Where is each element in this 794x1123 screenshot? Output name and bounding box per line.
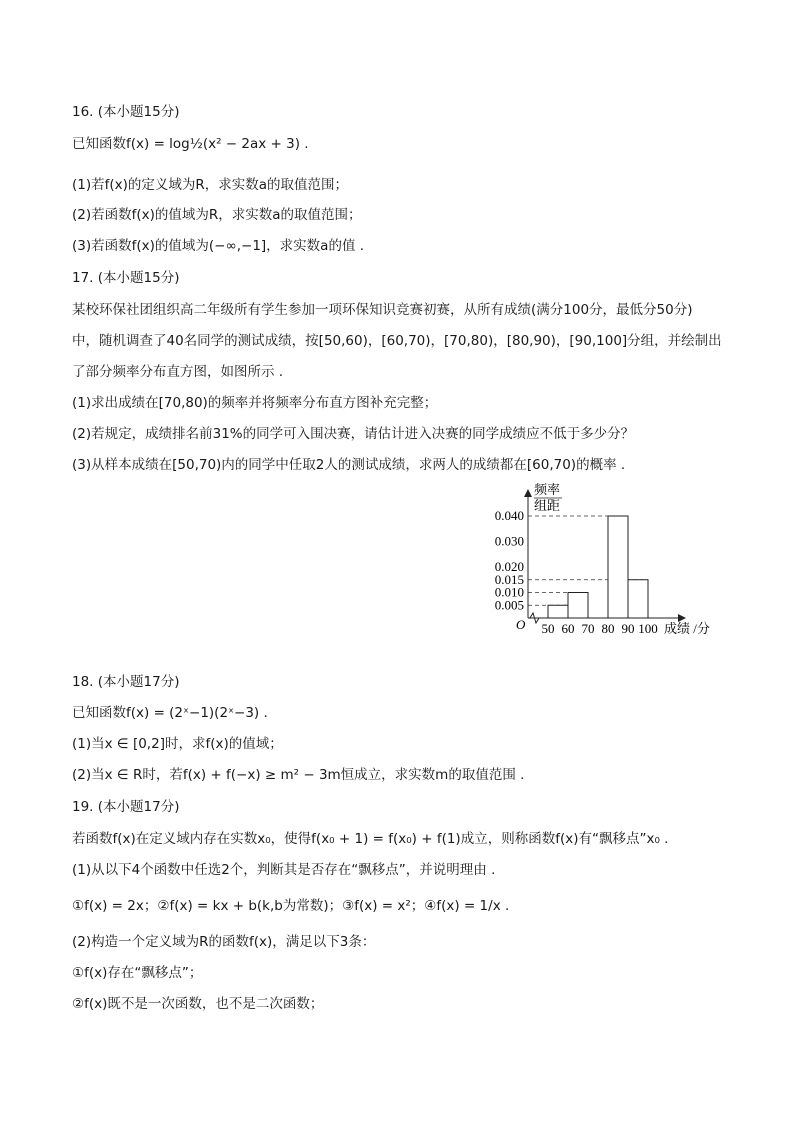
histogram-bar — [568, 593, 588, 619]
q19-condition2: ②f(x)既不是一次函数，也不是二次函数； — [72, 996, 324, 1012]
q18-header: 18. (本小题17分) — [72, 674, 180, 690]
origin-label: O — [516, 617, 526, 632]
x-tick-label: 100 — [638, 621, 658, 636]
y-tick-label: 0.040 — [494, 508, 524, 523]
q17-part3: (3)从样本成绩在[50,70)内的同学中任取2人的测试成绩，求两人的成绩都在[60,70)的概率 . — [72, 457, 626, 473]
histogram-svg — [480, 478, 730, 648]
y-tick-label: 0.015 — [494, 571, 524, 587]
y-tick-label: 0.020 — [494, 559, 524, 574]
frequency-histogram — [480, 478, 730, 648]
y-tick-label: 0.005 — [494, 597, 524, 613]
q19-part1: (1)从以下4个函数中任选2个，判断其是否存在“飘移点”，并说明理由 . — [72, 862, 496, 878]
histogram-bar — [628, 580, 648, 618]
q18-part2: (2)当x ∈ R时，若f(x) + f(−x) ≥ m² − 3m恒成立，求实数m的取值范围 . — [72, 767, 525, 783]
q17-part1: (1)求出成绩在[70,80)的频率并将频率分布直方图补充完整； — [72, 395, 438, 411]
q18-stem: 已知函数f(x) = (2ˣ−1)(2ˣ−3) . — [72, 705, 268, 721]
q19-header: 19. (本小题17分) — [72, 799, 180, 815]
y-axis-label-bottom: 组距 — [534, 498, 561, 513]
q18-part1: (1)当x ∈ [0,2]时，求f(x)的值域； — [72, 736, 283, 752]
histogram-bar — [548, 605, 568, 618]
q19-part2: (2)构造一个定义域为R的函数f(x)，满足以下3条： — [72, 934, 376, 950]
y-tick-label: 0.030 — [494, 533, 524, 549]
x-axis-label: 成绩 /分 — [664, 621, 710, 636]
x-tick-label: 70 — [581, 621, 595, 636]
q16-stem: 已知函数f(x) = log½(x² − 2ax + 3) . — [72, 136, 309, 152]
x-tick-label: 80 — [601, 621, 615, 636]
y-axis-label-top: 频率 — [534, 482, 561, 497]
q16-part2: (2)若函数f(x)的值域为R，求实数a的取值范围； — [72, 207, 362, 223]
q17-part2: (2)若规定，成绩排名前31%的同学可入围决赛，请估计进入决赛的同学成绩应不低于多少分？ — [72, 426, 635, 442]
q16-part3: (3)若函数f(x)的值域为(−∞,−1]，求实数a的值 . — [72, 238, 365, 254]
q17-stem-line3: 了部分频率分布直方图，如图所示 . — [72, 364, 284, 380]
histogram-bar — [608, 516, 628, 618]
y-tick-label: 0.010 — [494, 584, 524, 600]
q19-stem: 若函数f(x)在定义域内存在实数x₀，使得f(x₀ + 1) = f(x₀) + f(1)成立，则称函数f(x)有“飘移点”x₀ . — [72, 831, 669, 847]
x-tick-label: 60 — [561, 621, 575, 636]
x-tick-label: 90 — [621, 621, 635, 636]
q17-header: 17. (本小题15分) — [72, 270, 180, 286]
q16-part1: (1)若f(x)的定义域为R，求实数a的取值范围； — [72, 177, 349, 193]
q19-condition1: ①f(x)存在“飘移点”； — [72, 965, 203, 981]
x-tick-label: 50 — [541, 621, 555, 636]
q19-options: ①f(x) = 2x；②f(x) = kx + b(k,b为常数)；③f(x) = x²；④f(x) = 1/x . — [72, 898, 510, 914]
q17-stem-line1: 某校环保社团组织高二年级所有学生参加一项环保知识竞赛初赛，从所有成绩(满分100分，最低分50分) — [72, 302, 693, 318]
q16-header: 16. (本小题15分) — [72, 104, 180, 120]
q17-stem-line2: 中，随机调查了40名同学的测试成绩，按[50,60)，[60,70)，[70,80)，[80,90)，[90,100]分组，并绘制出 — [72, 333, 722, 349]
